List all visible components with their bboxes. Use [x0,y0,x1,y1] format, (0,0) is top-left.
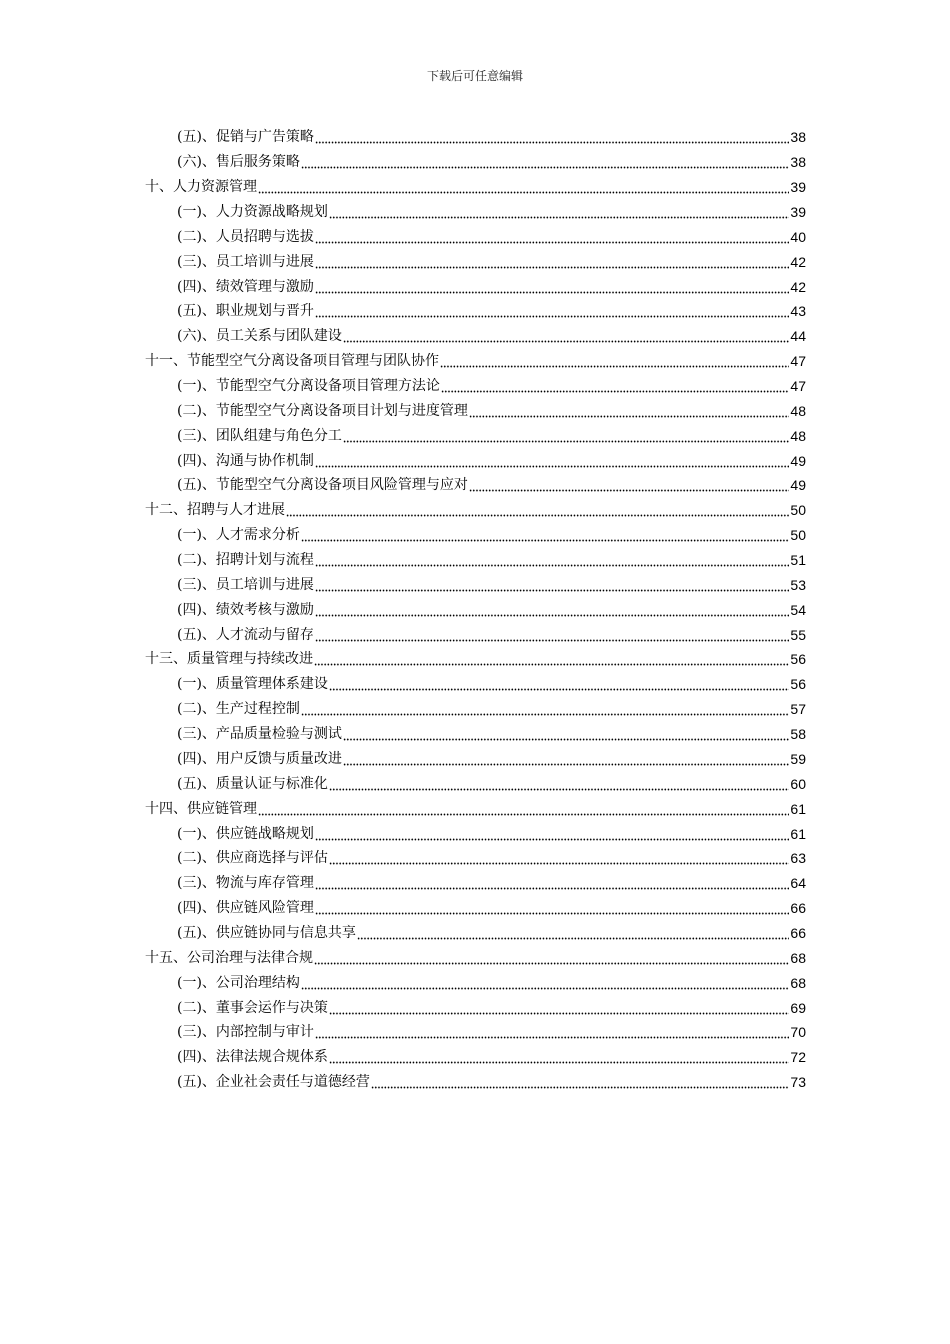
toc-page-number: 38 [790,129,806,146]
toc-entry-title: (二)、生产过程控制 [177,701,300,718]
toc-entry[interactable] [145,647,806,672]
toc-dot-leader [469,478,789,492]
toc-entry[interactable] [177,224,806,249]
toc-page-number: 61 [790,800,806,817]
toc-entry[interactable] [177,423,806,448]
toc-entry[interactable] [177,722,806,747]
toc-page-number: 40 [790,228,806,245]
toc-entry[interactable] [177,871,806,896]
toc-page-number: 42 [790,253,806,270]
toc-page-number: 69 [790,999,806,1016]
toc-dot-leader [315,280,789,294]
toc-page-number: 59 [790,750,806,767]
toc-page-number: 47 [790,378,806,395]
toc-entry[interactable] [177,125,806,150]
toc-entry[interactable] [177,1045,806,1070]
toc-page-number: 55 [790,626,806,643]
toc-entry-title: (二)、供应商选择与评估 [177,850,328,867]
toc-dot-leader [314,652,789,666]
toc-dot-leader [343,752,789,766]
toc-entry[interactable] [177,672,806,697]
toc-page-number: 51 [790,552,806,569]
toc-entry-title: 十、人力资源管理 [145,179,257,196]
toc-dot-leader [469,404,789,418]
toc-entry[interactable] [177,970,806,995]
toc-dot-leader [315,130,789,144]
toc-dot-leader [440,354,789,368]
toc-entry[interactable] [177,921,806,946]
toc-dot-leader [314,951,789,965]
toc-entry-title: (一)、公司治理结构 [177,974,300,991]
toc-dot-leader [441,379,789,393]
toc-entry[interactable] [177,200,806,225]
toc-entry-title: (二)、招聘计划与流程 [177,552,314,569]
toc-entry-title: (一)、供应链战略规划 [177,825,314,842]
toc-dot-leader [258,802,789,816]
toc-entry-title: 十四、供应链管理 [145,800,257,817]
toc-dot-leader [301,702,789,716]
toc-dot-leader [315,304,789,318]
toc-entry-title: (一)、人力资源战略规划 [177,204,328,220]
toc-page-number: 68 [790,974,806,991]
toc-dot-leader [315,230,789,244]
toc-page-number: 73 [790,1074,806,1091]
toc-entry-title: (四)、供应链风险管理 [177,900,314,917]
toc-entry[interactable] [177,299,806,324]
toc-entry[interactable] [177,622,806,647]
toc-page-number: 49 [790,477,806,494]
toc-entry-title: (五)、企业社会责任与道德经营 [177,1074,370,1091]
toc-entry-title: (六)、员工关系与团队建设 [177,328,342,345]
toc-page-number: 68 [790,949,806,966]
toc-entry-title: (三)、团队组建与角色分工 [177,427,342,444]
toc-entry-title: (一)、节能型空气分离设备项目管理方法论 [177,378,440,395]
toc-entry[interactable] [177,548,806,573]
toc-page-number: 66 [790,900,806,917]
toc-entry-title: (三)、产品质量检验与测试 [177,726,342,743]
toc-page-number: 56 [790,676,806,693]
toc-entry-title: (二)、节能型空气分离设备项目计划与进度管理 [177,402,468,419]
toc-entry-title: (三)、员工培训与进展 [177,253,314,270]
toc-dot-leader [315,553,789,567]
toc-entry[interactable] [145,175,806,200]
toc-dot-leader [329,677,789,691]
toc-entry-title: (四)、法律法规合规体系 [177,1049,328,1066]
toc-page-number: 50 [790,527,806,544]
toc-dot-leader [329,851,789,865]
toc-dot-leader [301,528,789,542]
toc-dot-leader [329,777,789,791]
toc-dot-leader [315,628,789,642]
toc-entry[interactable] [177,697,806,722]
toc-dot-leader [357,926,789,940]
toc-page-number: 39 [790,204,806,220]
toc-page-number: 43 [790,303,806,320]
toc-dot-leader [258,180,789,194]
toc-page-number: 58 [790,726,806,743]
toc-page-number: 70 [790,1024,806,1041]
toc-entry-title: (五)、节能型空气分离设备项目风险管理与应对 [177,477,468,494]
toc-page-number: 63 [790,850,806,867]
toc-entry[interactable] [177,896,806,921]
toc-page-number: 42 [790,278,806,295]
toc-entry-title: 十二、招聘与人才进展 [145,502,285,519]
toc-page-number: 64 [790,875,806,892]
toc-entry-title: (四)、沟通与协作机制 [177,452,314,469]
toc-dot-leader [315,1025,789,1039]
toc-entry-title: (五)、供应链协同与信息共享 [177,924,356,941]
toc-dot-leader [315,603,789,617]
page-header: 下载后可任意编辑 [426,69,523,83]
toc-dot-leader [315,454,789,468]
toc-entry-title: (二)、董事会运作与决策 [177,999,328,1016]
toc-dot-leader [315,827,789,841]
toc-dot-leader [286,503,789,517]
toc-entry-title: (五)、人才流动与留存 [177,626,314,643]
toc-entry[interactable] [177,473,806,498]
toc-page-number: 47 [790,353,806,370]
toc-dot-leader [329,205,789,219]
toc-dot-leader [343,329,789,343]
toc-entry-title: (五)、职业规划与晋升 [177,303,314,320]
toc-dot-leader [329,1001,789,1015]
toc-dot-leader [315,901,789,915]
toc-entry-title: (一)、质量管理体系建设 [177,676,328,693]
toc-entry[interactable] [177,747,806,772]
toc-page-number: 48 [790,402,806,419]
toc-entry-title: (三)、内部控制与审计 [177,1024,314,1041]
toc-entry-title: 十三、质量管理与持续改进 [145,651,313,668]
toc-dot-leader [315,578,789,592]
toc-page-number: 49 [790,452,806,469]
toc-entry[interactable] [177,374,806,399]
toc-entry-title: (三)、员工培训与进展 [177,576,314,593]
toc-page-number: 72 [790,1049,806,1066]
toc-entry[interactable] [177,771,806,796]
toc-dot-leader [343,429,789,443]
toc-entry[interactable] [177,448,806,473]
toc-entry-title: 十一、节能型空气分离设备项目管理与团队协作 [145,353,439,370]
toc-entry[interactable] [177,846,806,871]
toc-entry-title: 十五、公司治理与法律合规 [145,949,313,966]
toc-dot-leader [301,155,789,169]
toc-dot-leader [371,1075,789,1089]
toc-entry[interactable] [177,1020,806,1045]
toc-entry-title: (五)、促销与广告策略 [177,129,314,146]
toc-page-number: 38 [790,154,806,171]
toc-entry-title: (一)、人才需求分析 [177,527,300,544]
toc-entry[interactable] [177,249,806,274]
toc-entry[interactable] [177,821,806,846]
toc-page-number: 61 [790,825,806,842]
toc-page-number: 53 [790,576,806,593]
toc-entry-title: (五)、质量认证与标准化 [177,775,328,792]
toc-entry[interactable] [177,597,806,622]
toc-page-number: 60 [790,775,806,792]
toc-entry[interactable] [177,995,806,1020]
toc-entry-title: (六)、售后服务策略 [177,154,300,171]
toc-entry-title: (三)、物流与库存管理 [177,875,314,892]
toc-entry-title: (二)、人员招聘与选拔 [177,228,314,245]
toc-page-number: 39 [790,179,806,196]
toc-dot-leader [315,876,789,890]
toc-entry[interactable] [177,324,806,349]
toc-dot-leader [329,1050,789,1064]
toc-page-number: 50 [790,502,806,519]
toc-page-number: 54 [790,601,806,618]
toc-entry-title: (四)、绩效考核与激励 [177,601,314,618]
toc-page-number: 44 [790,328,806,345]
toc-page-number: 56 [790,651,806,668]
toc-dot-leader [315,255,789,269]
toc-entry[interactable] [177,523,806,548]
toc-entry[interactable] [145,498,806,523]
toc-dot-leader [343,727,789,741]
toc-entry[interactable] [177,274,806,299]
toc-entry[interactable] [145,796,806,821]
toc-entry[interactable] [177,572,806,597]
toc-page-number: 48 [790,427,806,444]
toc-page-number: 57 [790,701,806,718]
toc-page-number: 66 [790,924,806,941]
toc-entry[interactable] [145,945,806,970]
toc-dot-leader [301,976,789,990]
toc-entry-title: (四)、绩效管理与激励 [177,278,314,295]
toc-entry[interactable] [177,398,806,423]
toc-entry[interactable] [177,150,806,175]
toc-entry[interactable] [145,349,806,374]
toc-entry[interactable] [177,1070,806,1095]
toc-entry-title: (四)、用户反馈与质量改进 [177,750,342,767]
